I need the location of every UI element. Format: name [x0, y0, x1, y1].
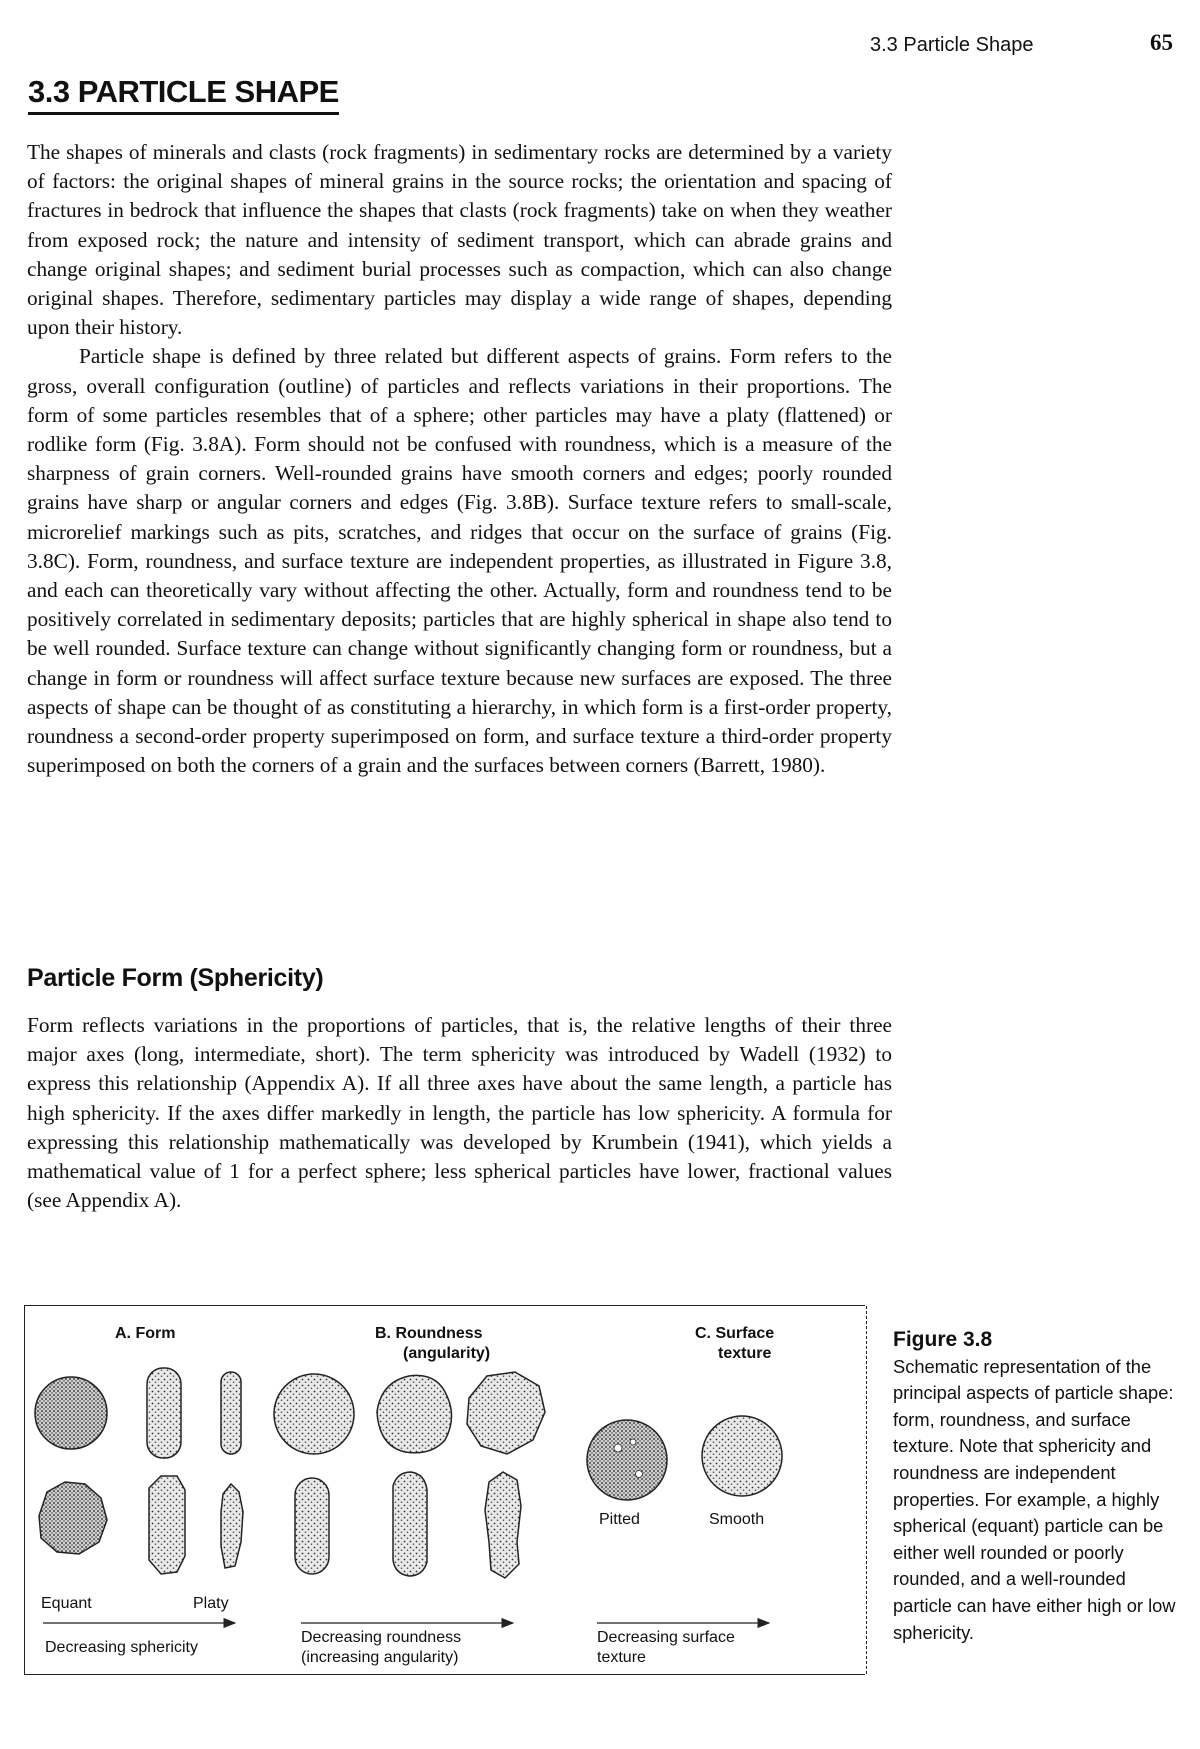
grain-equant-angular: [39, 1482, 107, 1554]
paragraph: Particle shape is defined by three related but different aspects of grains. Form refers to the gross, overall configuration (outline) of particles and reflects variations in their proportions. The form of some particles resembles that of a sphere; other particles may have a platy (flattened) or rodlike form (Fig. 3.8A). Form should not be confused with roundness, which is a measure of the sharpness of grain corners. Well-rounded grains have smooth corners and edges; poorly rounded grains have sharp or angular corners and edges (Fig. 3.8B). Surface texture refers to small-scale, microrelief markings such as pits, scratches, and ridges that occur on the surface of grains (Fig. 3.8C). Form, roundness, and surface texture are independent properties, as illustrated in Figure 3.8, and each can theoretically vary without affecting the other. Actually, form and roundness tend to be positively correlated in sedimentary deposits; particles that are highly spherical in shape also tend to be well rounded. Surface texture can change without significantly changing form or roundness, but a change in form or roundness will affect surface texture because new surfaces are exposed. The three aspects of shape can be thought of as constituting a hierarchy, in which form is a first-order property, roundness a second-order property superimposed on form, and surface texture a third-order property superimposed on both the corners of a grain and the surfaces between corners (Barrett, 1980).: [27, 344, 892, 778]
subsection-body: [27, 1011, 892, 1215]
grain-angular: [467, 1372, 545, 1454]
running-head: 3.3 Particle Shape: [870, 34, 1034, 56]
page-number: 65: [1150, 30, 1173, 55]
grain-smooth: [702, 1416, 782, 1496]
paragraph: The shapes of minerals and clasts (rock fragments) in sedimentary rocks are determined by a variety of factors: the original shapes of mineral grains in the source rocks; the orientation and spacing of fractures in bedrock that influence the shapes that clasts (rock fragments) take on when they weather from exposed rock; the nature and intensity of sediment transport, which can abrade grains and change original shapes; and sediment burial processes such as compaction, which can also change original shapes. Therefore, sedimentary particles may display a wide range of shapes, depending upon their history.: [27, 140, 892, 340]
subsection-title: Particle Form (Sphericity): [27, 964, 324, 992]
panel-c-subtitle: texture: [718, 1345, 772, 1362]
axis-label-sphericity: Decreasing sphericity: [45, 1639, 198, 1656]
grain-rod-rounded: [295, 1478, 329, 1574]
section-title: 3.3 PARTICLE SHAPE: [28, 74, 339, 115]
figure-caption: [893, 1327, 1183, 1646]
grain-well-rounded: [274, 1374, 354, 1454]
axis-label-roundness: Decreasing roundness: [301, 1629, 462, 1646]
axis-label-texture: texture: [597, 1649, 646, 1666]
section-body: [27, 138, 892, 780]
caption-title: Figure 3.8: [893, 1328, 993, 1351]
panel-b-subtitle: (angularity): [403, 1345, 491, 1362]
caption-text: Schematic representation of the principal aspects of particle shape: form, roundness, and surface texture. Note that sphericity and roundness are independent properties. For example, a highly spherical (equant) particle can be either well rounded or poorly rounded, and a well-rounded particle can have either high or low sphericity.: [893, 1355, 1176, 1643]
grain-subrounded: [377, 1375, 452, 1452]
pit-mark: [636, 1471, 643, 1478]
panel-c-title: C. Surface: [695, 1325, 775, 1342]
label-platy: Platy: [193, 1595, 229, 1612]
paragraph: Form reflects variations in the proportions of particles, that is, the relative lengths of their three major axes (long, intermediate, short). The term sphericity was introduced by Wadell (1932) to express this relationship (Appendix A). If all three axes have about the same length, a particle has high sphericity. If the axes differ markedly in length, the particle has low sphericity. A formula for expressing this relationship mathematically was developed by Krumbein (1941), which yields a mathematical value of 1 for a perfect sphere; less spherical particles have lower, fractional values (see Appendix A).: [27, 1013, 892, 1213]
label-pitted: Pitted: [599, 1511, 640, 1528]
label-equant: Equant: [41, 1595, 92, 1612]
grain-rod-angular: [149, 1476, 185, 1574]
axis-label-angularity: (increasing angularity): [301, 1649, 459, 1666]
pit-mark: [614, 1444, 622, 1452]
figure-3-8-illustration: [25, 1306, 865, 1674]
grain-pitted: [587, 1420, 667, 1500]
figure-panel: [24, 1305, 865, 1675]
grain-platy-angular: [221, 1484, 243, 1568]
label-smooth: Smooth: [709, 1511, 765, 1528]
grain-rod-subrounded: [393, 1472, 427, 1576]
pit-mark: [630, 1439, 636, 1445]
grain-rod: [147, 1368, 181, 1458]
grain-rod-angular: [485, 1472, 521, 1578]
grain-platy: [221, 1372, 241, 1454]
grain-equant-rounded: [35, 1377, 107, 1449]
panel-b-title: B. Roundness: [375, 1325, 483, 1342]
panel-a-title: A. Form: [115, 1325, 176, 1342]
axis-label-surface: Decreasing surface: [597, 1629, 735, 1646]
